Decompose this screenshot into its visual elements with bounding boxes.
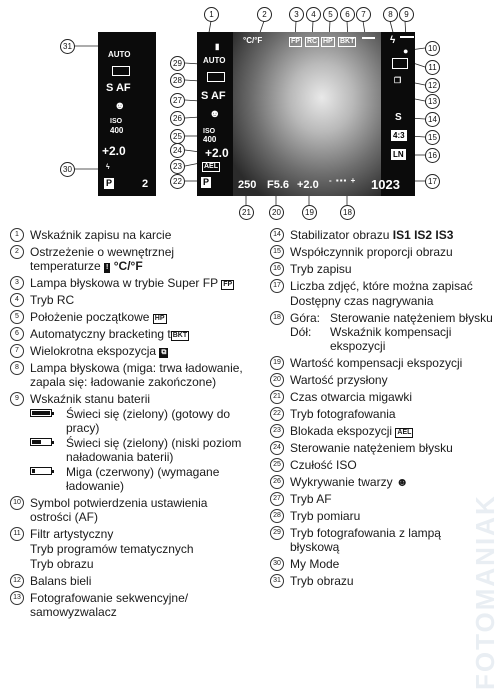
callout-2: 2 bbox=[257, 7, 272, 22]
flash-icon: ϟ bbox=[390, 35, 396, 46]
legend-item-19: 19 Wartość kompensacji ekspozycji bbox=[268, 356, 493, 370]
lcd-main-panel bbox=[197, 32, 415, 196]
face-detect-icon: ☻ bbox=[209, 108, 221, 120]
shots-remaining: 1023 bbox=[371, 177, 400, 192]
face-icon: ☻ bbox=[395, 475, 409, 489]
callout-8: 8 bbox=[383, 7, 398, 22]
tag-rc: RC bbox=[307, 38, 318, 45]
auto-label: AUTO bbox=[108, 50, 131, 59]
drive-mode-icon: ❐ bbox=[394, 76, 402, 85]
af-mode: S AF bbox=[106, 82, 131, 94]
legend-item-20: 20 Wartość przysłony bbox=[268, 373, 493, 387]
white-balance-icon bbox=[392, 58, 408, 69]
callout-13: 13 bbox=[425, 94, 440, 109]
battery-full-icon bbox=[30, 409, 52, 417]
exposure-scale: - ▪▪▪ + bbox=[329, 176, 357, 185]
legend-item-23: 23 Blokada ekspozycji AEL bbox=[268, 424, 493, 438]
aperture-value: F5.6 bbox=[267, 179, 290, 191]
bkt-tag: BKT bbox=[172, 332, 188, 339]
callout-15: 15 bbox=[425, 130, 440, 145]
legend-item-27: 27 Tryb AF bbox=[268, 492, 493, 506]
temp-warning: °C/°F bbox=[243, 36, 263, 45]
legend-item-4: 4 Tryb RC bbox=[8, 293, 248, 307]
af-mode: S AF bbox=[201, 90, 226, 102]
ael-tag: AEL bbox=[397, 429, 412, 436]
lcd-diagram bbox=[0, 0, 500, 222]
lcd-left-panel bbox=[98, 32, 156, 196]
legend-item-30: 30 My Mode bbox=[268, 557, 493, 571]
callout-25: 25 bbox=[170, 129, 185, 144]
ael-indicator: AEL bbox=[204, 163, 218, 170]
legend-item-26: 26 Wykrywanie twarzy ☻ bbox=[268, 475, 493, 489]
legend-item-29: 29 Tryb fotografowania z lampą błyskową bbox=[268, 526, 493, 554]
stabilizer-indicator: S bbox=[395, 112, 402, 123]
callout-11: 11 bbox=[425, 60, 440, 75]
legend-item-13: 13 Fotografowanie sekwencyjne/ samowyzwalacz bbox=[8, 591, 248, 619]
iso-label: ISO bbox=[110, 118, 123, 125]
card-write-icon: ▮ bbox=[215, 42, 220, 51]
legend-item-31: 31 Tryb obrazu bbox=[268, 574, 493, 588]
callout-24: 24 bbox=[170, 143, 185, 158]
battery-low-icon bbox=[30, 438, 52, 446]
battery-empty-icon bbox=[30, 467, 52, 475]
flash-exposure-table: Góra: Sterowanie natężeniem błysku Dół: Wskaźnik kompensacji ekspozycji bbox=[290, 311, 493, 353]
callout-27: 27 bbox=[170, 93, 185, 108]
callout-21: 21 bbox=[239, 205, 254, 220]
photo-preview bbox=[233, 32, 381, 196]
callout-3: 3 bbox=[289, 7, 304, 22]
legend-item-14: 14 Stabilizator obrazu IS1 IS2 IS3 bbox=[268, 228, 493, 242]
flash-comp-value: +2.0 bbox=[205, 146, 229, 160]
legend-item-15: 15 Współczynnik proporcji obrazu bbox=[268, 245, 493, 259]
legend-item-7: 7 Wielokrotna ekspozycja ⧉ bbox=[8, 344, 248, 358]
callout-4: 4 bbox=[306, 7, 321, 22]
legend-item-2: 2 Ostrzeżenie o wewnętrznej temperaturze ! °C/°F bbox=[8, 245, 248, 273]
legend-item-8: 8 Lampa błyskowa (miga: trwa ładowanie, zapala się: ładowanie zakończone) bbox=[8, 361, 248, 389]
callout-10: 10 bbox=[425, 41, 440, 56]
callout-28: 28 bbox=[170, 73, 185, 88]
legend-item-11: 11 Filtr artystyczny Tryb programów tematycznych Tryb obrazu bbox=[8, 527, 248, 571]
callout-29: 29 bbox=[170, 56, 185, 71]
tag-bkt: BKT bbox=[340, 38, 355, 45]
callout-6: 6 bbox=[340, 7, 355, 22]
partial-digit: 2 bbox=[142, 178, 149, 190]
temp-warning-icon: ! bbox=[106, 264, 109, 271]
legend-item-22: 22 Tryb fotografowania bbox=[268, 407, 493, 421]
legend-item-18: 18 Góra: Sterowanie natężeniem błysku Dół: Wskaźnik kompensacji ekspozycji bbox=[268, 311, 493, 353]
legend-item-21: 21 Czas otwarcia migawki bbox=[268, 390, 493, 404]
legend-item-24: 24 Sterowanie natężeniem błysku bbox=[268, 441, 493, 455]
legend-item-17: 17 Liczba zdjęć, które można zapisać Dostępny czas nagrywania bbox=[268, 279, 493, 308]
legend-item-6: 6 Automatyczny bracketing t BKT bbox=[8, 327, 248, 341]
shooting-mode: P bbox=[106, 178, 113, 188]
iso-value: 400 bbox=[203, 135, 217, 144]
callout-18: 18 bbox=[340, 205, 355, 220]
watermark: FOTOMANIAK bbox=[470, 494, 500, 690]
auto-label: AUTO bbox=[203, 56, 226, 65]
stabilizer-modes: IS1 IS2 IS3 bbox=[392, 228, 454, 242]
metering-icon bbox=[112, 66, 130, 76]
fp-tag: FP bbox=[223, 281, 233, 288]
legend-item-25: 25 Czułość ISO bbox=[268, 458, 493, 472]
callout-31: 31 bbox=[60, 39, 75, 54]
legend-right-column bbox=[268, 228, 493, 591]
callout-16: 16 bbox=[425, 148, 440, 163]
legend-item-9: 9 Wskaźnik stanu baterii Świeci się (zielony) (gotowy do pracy) Świeci się (zielony) (niski poziom naładowania baterii) Miga (czerwony) (wymagane ładowanie) bbox=[8, 392, 248, 493]
legend-item-10: 10 Symbol potwierdzenia ustawienia ostrości (AF) bbox=[8, 496, 248, 524]
aspect-ratio: 4:3 bbox=[393, 131, 405, 140]
battery-icon bbox=[400, 36, 414, 38]
callout-17: 17 bbox=[425, 174, 440, 189]
iso-label: ISO bbox=[203, 128, 216, 135]
legend-item-1: 1 Wskaźnik zapisu na karcie bbox=[8, 228, 248, 242]
callout-19: 19 bbox=[302, 205, 317, 220]
callout-9: 9 bbox=[399, 7, 414, 22]
legend-item-12: 12 Balans bieli bbox=[8, 574, 248, 588]
legend-left-column bbox=[8, 228, 248, 622]
callout-26: 26 bbox=[170, 111, 185, 126]
flash-mode-icon: ϟ bbox=[106, 164, 110, 171]
callout-23: 23 bbox=[170, 159, 185, 174]
legend-item-3: 3 Lampa błyskowa w trybie Super FP FP bbox=[8, 276, 248, 290]
tag-fp: FP bbox=[291, 38, 300, 45]
callout-1: 1 bbox=[204, 7, 219, 22]
callout-12: 12 bbox=[425, 78, 440, 93]
battery-empty: Miga (czerwony) (wymagane ładowanie) bbox=[30, 465, 248, 493]
tag-hp: HP bbox=[323, 38, 333, 45]
hp-tag: HP bbox=[154, 315, 165, 322]
multi-exposure-icon: ⧉ bbox=[161, 349, 167, 356]
callout-14: 14 bbox=[425, 112, 440, 127]
legend-item-28: 28 Tryb pomiaru bbox=[268, 509, 493, 523]
af-confirm-icon: ● bbox=[403, 46, 409, 56]
callout-7: 7 bbox=[356, 7, 371, 22]
shutter-speed: 250 bbox=[238, 179, 257, 191]
iso-value: 400 bbox=[110, 126, 124, 135]
metering-icon bbox=[207, 72, 225, 82]
record-quality: LN bbox=[393, 150, 404, 159]
battery-full: Świeci się (zielony) (gotowy do pracy) bbox=[30, 407, 248, 435]
shooting-mode: P bbox=[203, 177, 210, 187]
face-detect-icon: ☻ bbox=[114, 100, 126, 112]
legend-item-16: 16 Tryb zapisu bbox=[268, 262, 493, 276]
callout-30: 30 bbox=[60, 162, 75, 177]
callout-22: 22 bbox=[170, 174, 185, 189]
flash-comp-value: +2.0 bbox=[102, 144, 126, 158]
multi-exposure-icon bbox=[362, 37, 375, 39]
callout-20: 20 bbox=[269, 205, 284, 220]
legend-item-5: 5 Położenie początkowe HP bbox=[8, 310, 248, 324]
callout-5: 5 bbox=[323, 7, 338, 22]
battery-low: Świeci się (zielony) (niski poziom naładowania baterii) bbox=[30, 436, 248, 464]
exposure-comp-value: +2.0 bbox=[297, 179, 319, 191]
